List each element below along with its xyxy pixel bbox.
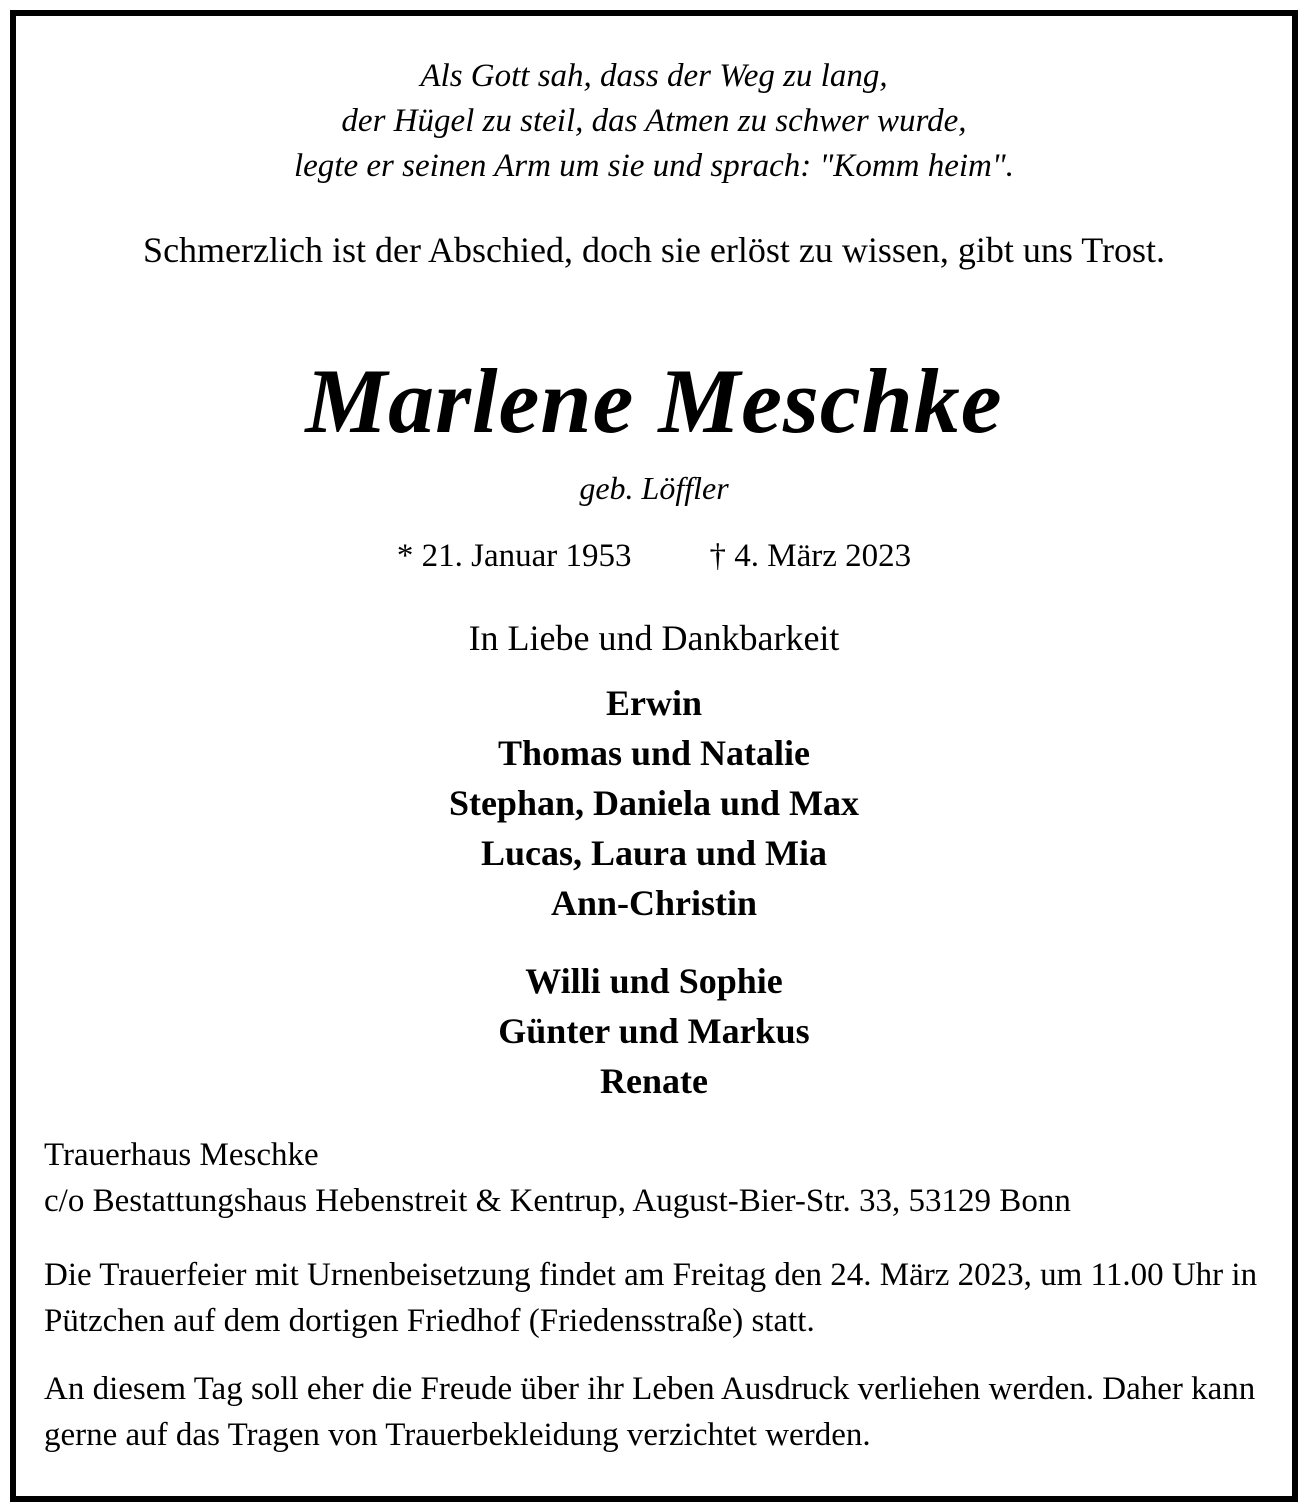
- address-line: Trauerhaus Meschke: [44, 1137, 319, 1173]
- family-member: Lucas, Laura und Mia: [480, 833, 828, 873]
- lead-text: Schmerzlich ist der Abschied, doch sie erlöst zu wissen, gibt uns Trost.: [143, 230, 1165, 270]
- family-member: Thomas und Natalie: [497, 733, 811, 773]
- obituary-frame: [10, 10, 1298, 1502]
- birth-name: geb. Löffler: [579, 470, 729, 506]
- mourning-address: [44, 1132, 1284, 1224]
- ceremony-text: Die Trauerfeier mit Urnenbeisetzung findet am Freitag den 24. März 2023, um 11.00 Uhr in Pützchen auf dem dortigen Friedhof (Friedensstraße) statt.: [44, 1257, 1258, 1339]
- note-text: An diesem Tag soll eher die Freude über ihr Leben Ausdruck verliehen werden. Daher kann gerne auf das Tragen von Trauerbekleidung verzichtet werden.: [44, 1371, 1256, 1453]
- family-member: Renate: [600, 1061, 708, 1101]
- birth-date: * 21. Januar 1953: [396, 538, 632, 574]
- poem-line: der Hügel zu steil, das Atmen zu schwer wurde,: [341, 103, 967, 139]
- family-member: Erwin: [605, 683, 702, 723]
- family-group-2: [16, 956, 1292, 1106]
- death-date: † 4. März 2023: [709, 538, 912, 574]
- deceased-name: Marlene Meschke: [305, 350, 1003, 452]
- life-dates: [16, 534, 1292, 578]
- poem-line: Als Gott sah, dass der Weg zu lang,: [420, 58, 888, 94]
- family-member: Ann-Christin: [550, 883, 758, 923]
- family-member: Willi und Sophie: [525, 961, 783, 1001]
- family-group-1: [16, 678, 1292, 928]
- poem-line: legte er seinen Arm um sie und sprach: "Komm heim".: [293, 148, 1014, 184]
- poem: [16, 54, 1292, 189]
- obituary-content: [16, 16, 1292, 1496]
- love-line: In Liebe und Dankbarkeit: [468, 618, 840, 658]
- address-line: c/o Bestattungshaus Hebenstreit & Kentrup, August-Bier-Str. 33, 53129 Bonn: [44, 1183, 1071, 1219]
- family-member: Stephan, Daniela und Max: [448, 783, 860, 823]
- family-member: Günter und Markus: [498, 1011, 810, 1051]
